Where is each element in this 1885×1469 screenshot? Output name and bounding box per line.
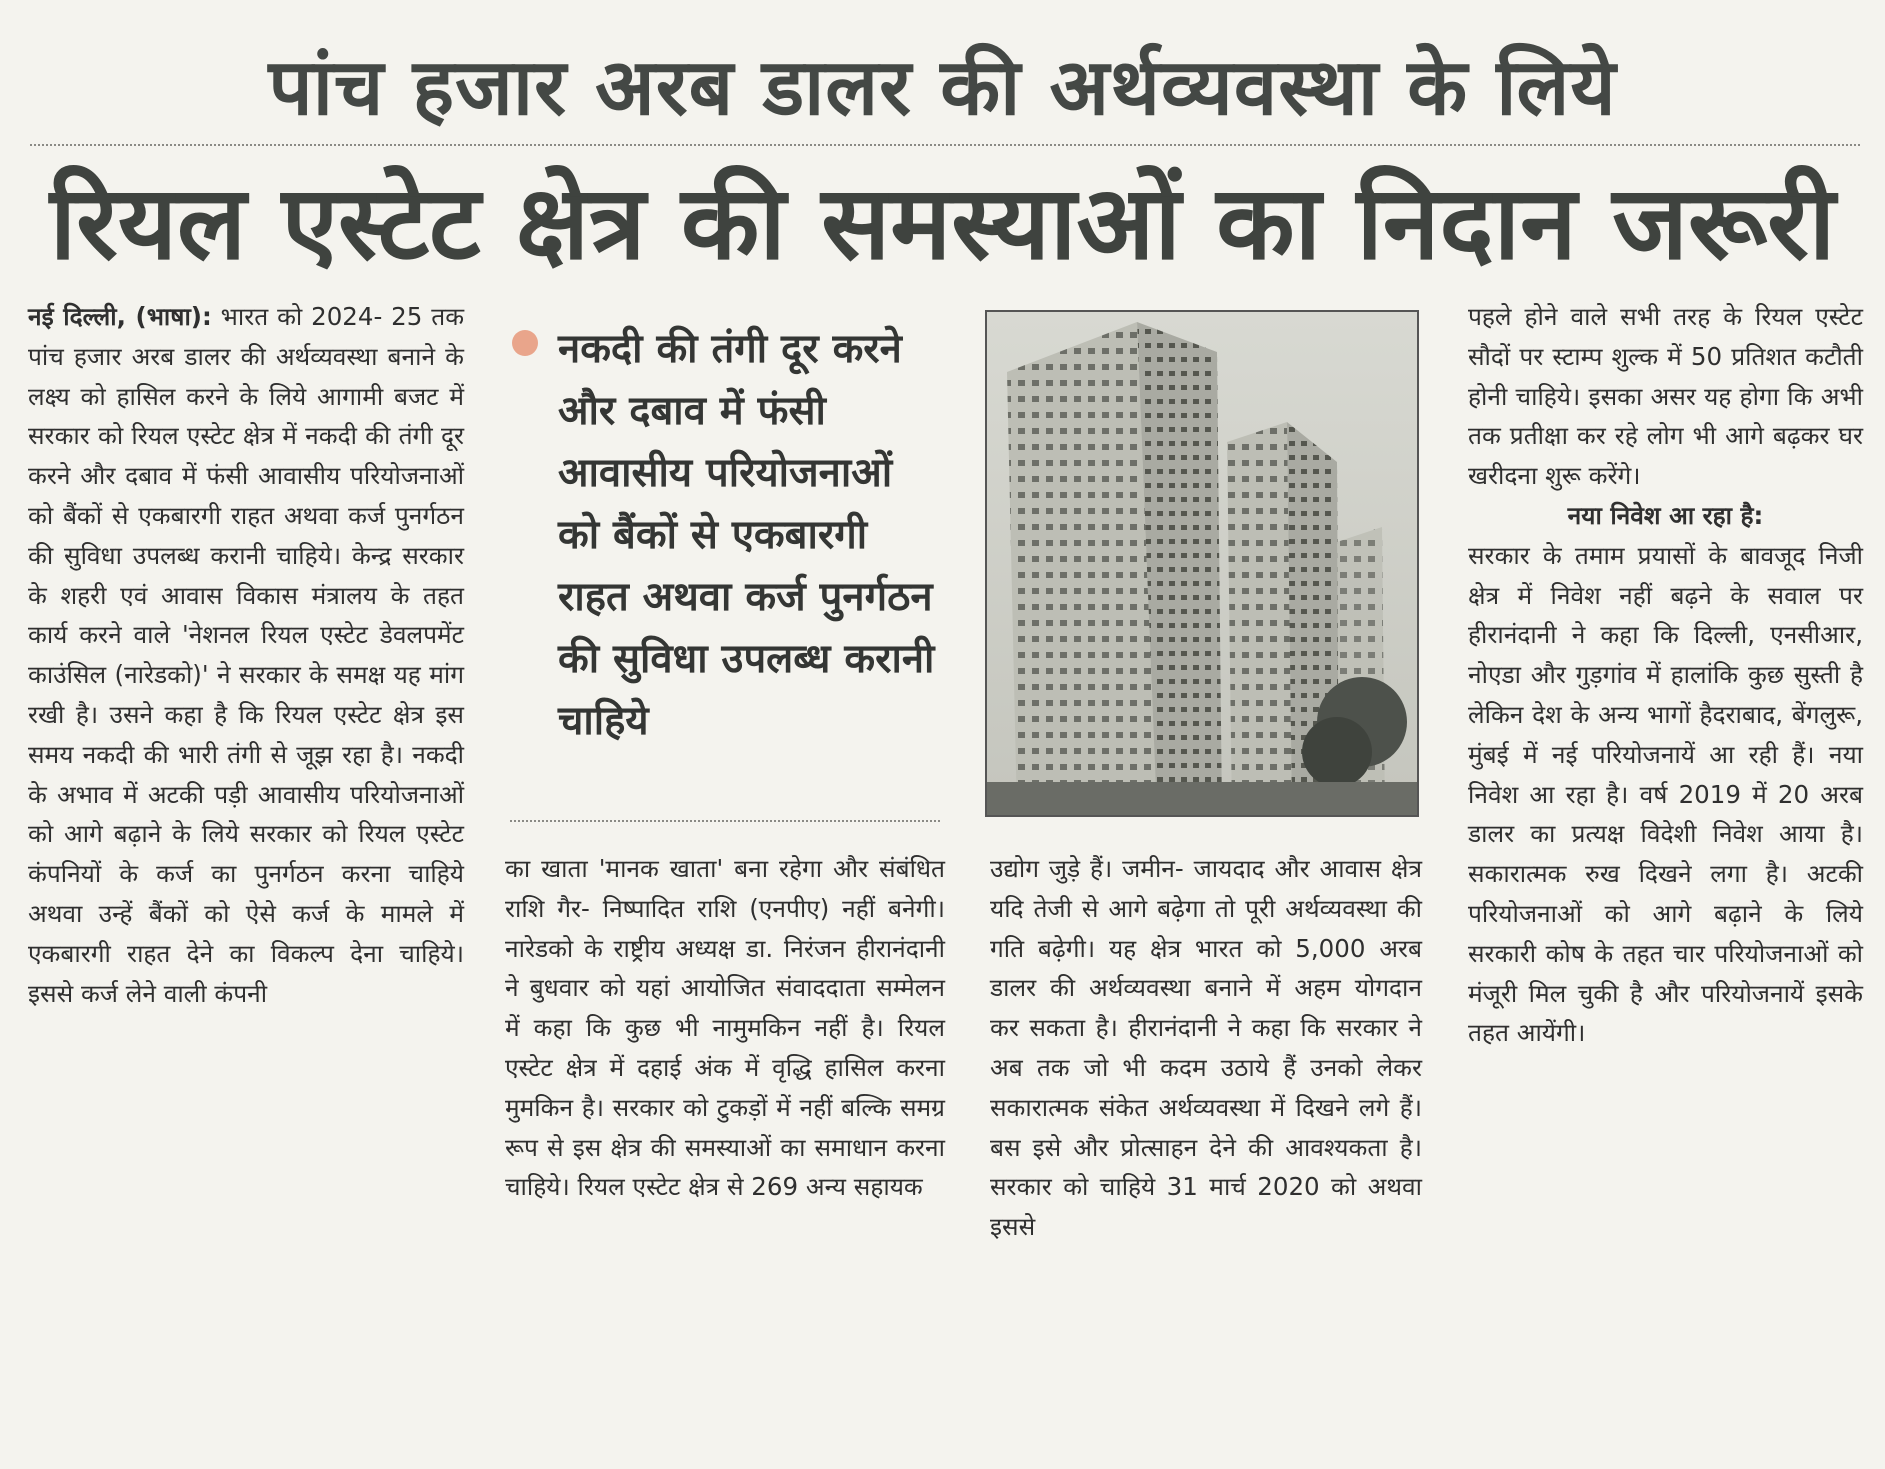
building-photo-icon (987, 312, 1417, 815)
subhead: नया निवेश आ रहा है: (1567, 500, 1764, 530)
pull-quote-divider (510, 820, 940, 822)
column-1-text: भारत को 2024- 25 तक पांच हजार अरब डालर की अर्थव्यवस्था बनाने के लक्ष्य को हासिल करने के लिये आगामी बजट में सरकार को रियल एस्टेट क्षेत्र में नकदी की तंगी दूर करने और दबाव में फंसी आवासीय परियोजनाओं को बैंकों से एकबारगी राहत अथवा कर्ज पुनर्गठन की सुविधा उपलब्ध करानी चाहिये। केन्द्र सरकार के शहरी एवं आवास विकास मंत्रालय के तहत कार्य करने वाले 'नेशनल रियल एस्टेट डेवलपमेंट काउंसिल (नारेडको)' ने सरकार के समक्ष यह मांग रखी है। उसने कहा है कि रियल एस्टेट क्षेत्र इस समय नकदी की भारी तंगी से जूझ रहा है। नकदी के अभाव में अटकी पड़ी आवासीय परियोजनाओं को आगे बढ़ाने के लिये सरकार को रियल एस्टेट कंपनियों के कर्ज का पुनर्गठन करना चाहिये अथवा उन्हें बैंकों को ऐसे कर्ज के मामले में एकबारगी राहत देने का विकल्प देना चाहिये। इससे कर्ज लेने वाली कंपनी (28, 302, 465, 1008)
article-column-2 (505, 849, 945, 1207)
article-column-3 (990, 849, 1422, 1247)
column-4-text-b: सरकार के तमाम प्रयासों के बावजूद निजी क्षेत्र में निवेश नहीं बढ़ने के सवाल पर हीरानंदानी ने कहा कि दिल्ली, एनसीआर, नोएडा और गुड़गांव में हालांकि कुछ सुस्ती है लेकिन देश के अन्य भागों हैदराबाद, बेंगलुरू, मुंबई में नई परियोजनायें आ रही हैं। नया निवेश आ रहा है। वर्ष 2019 में 20 अरब डालर का प्रत्यक्ष विदेशी निवेश आया है। सकारात्मक रुख दिखने लगा है। अटकी परियोजनाओं को आगे बढ़ाने के लिये सरकारी कोष के तहत चार परियोजनाओं को मंजूरी मिल चुकी है और परियोजनायें इसके तहत आयेंगी। (1468, 540, 1863, 1048)
headline-main: रियल एस्टेट क्षेत्र की समस्याओं का निदान जरूरी (49, 164, 1836, 283)
column-3-text: उद्योग जुड़े हैं। जमीन- जायदाद और आवास क्षेत्र यदि तेजी से आगे बढ़ेगा तो पूरी अर्थव्यवस्था की गति बढ़ेगी। यह क्षेत्र भारत को 5,000 अरब डालर की अर्थव्यवस्था बनाने में अहम योगदान कर सकता है। हीरानंदानी ने कहा कि सरकार ने अब तक जो भी कदम उठाये हैं उनको लेकर सकारात्मक संकेत अर्थव्यवस्था में दिखने लगे हैं। बस इसे और प्रोत्साहन देने की आवश्यकता है। सरकार को चाहिये 31 मार्च 2020 को अथवा इससे (990, 854, 1422, 1242)
building-photo (985, 310, 1419, 817)
pull-quote-bullet-icon (512, 330, 538, 356)
column-2-text: का खाता 'मानक खाता' बना रहेगा और संबंधित राशि गैर- निष्पादित राशि (एनपीए) नहीं बनेगी। नारेडको के राष्ट्रीय अध्यक्ष डा. निरंजन हीरानंदानी ने बुधवार को यहां आयोजित संवाददाता सम्मेलन में कहा कि कुछ भी नामुमकिन नहीं है। रियल एस्टेट क्षेत्र में दहाई अंक में वृद्धि हासिल करना मुमकिन है। सरकार को टुकड़ों में नहीं बल्कि समग्र रूप से इस क्षेत्र की समस्याओं का समाधान करना चाहिये। रियल एस्टेट क्षेत्र से 269 अन्य सहायक (505, 854, 945, 1202)
pull-quote-text: नकदी की तंगी दूर करने और दबाव में फंसी आवासीय परियोजनाओं को बैंकों से एकबारगी राहत अथवा कर्ज पुनर्गठन की सुविधा उपलब्ध करानी चाहिये (558, 326, 935, 744)
dateline: नई दिल्ली, (भाषा): (28, 302, 212, 331)
headline-divider (30, 144, 1860, 146)
article-column-4 (1468, 297, 1863, 1053)
column-4-text-a: पहले होने वाले सभी तरह के रियल एस्टेट सौदों पर स्टाम्प शुल्क में 50 प्रतिशत कटौती होनी चाहिये। इसका असर यह होगा कि अभी तक प्रतीक्षा कर रहे लोग भी आगे बढ़कर घर खरीदना शुरू करेंगे। (1468, 302, 1863, 491)
headline-kicker: पांच हजार अरब डालर की अर्थव्यवस्था के लिये (268, 43, 1617, 133)
article-column-1 (28, 297, 464, 1013)
